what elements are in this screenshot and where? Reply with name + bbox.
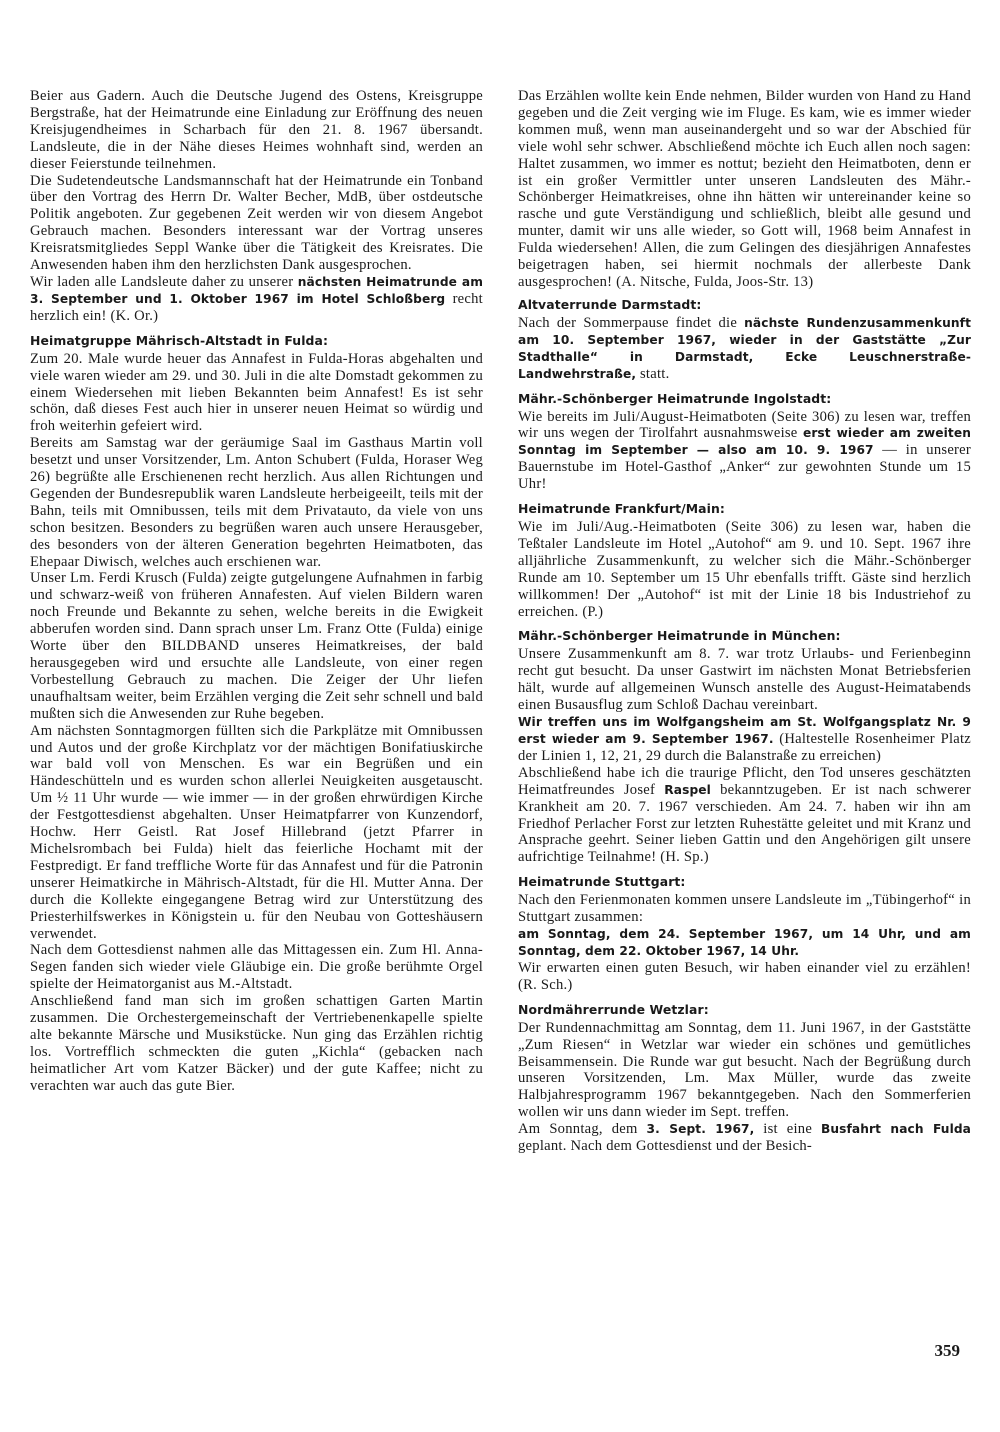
text-segment: statt. [636,365,670,382]
paragraph-sonntagmorgen: Am nächsten Sonntagmorgen füllten sich die Parkplätze mit Omnibussen und Autos und der große Kirchplatz vor der mächtigen Bonifatiuskirche war bald voll von Menschen. Es war ein Begrüßen und ein Händeschütteln und es wurden schon allerlei Neuigkeiten ausgetauscht. Um ½ 11 Uhr wurde — wie immer — in der großen ehrwürdigen Kirche der Festgottesdienst abgehalten. Unser Heimatpfarrer von Kunzendorf, Hochw. Herr Geistl. Rat Josef Hillebrand (jetzt Pfarrer in Michelsrombach bei Fulda) hielt das feierliche Hochamt mit der Festpredigt. Er fand treffliche Worte für das Annafest und für die Patronin unserer Heimatkirche in Mährisch-Altstadt, für die Hl. Mutter Anna. Der durch die Kollekte eingegangene Betrag wird zur Unterstützung des Priesterhilfswerkes in Königstein u. für den Neubau von Gotteshäusern verwendet. [30,722,483,942]
paragraph-muenchen-treffen [518,714,971,765]
text-segment: Wie bereits im Juli/August-Heimatboten (Seite 306) zu lesen war, treffen wir uns wegen der Tirolfahrt ausnahmsweise [518,408,971,442]
heading-altstadt-fulda: Heimatgruppe Mährisch-Altstadt in Fulda: [30,332,329,348]
paragraph-muenchen-nachruf [518,765,971,866]
text-segment: geplant. Nach dem Gottesdienst und der Besich- [518,1138,812,1155]
bold-stuttgart-dates: am Sonntag, dem 24. September 1967, um 14 Uhr, und am Sonntag, dem 22. Oktober 1967, 14 Uhr. [518,927,971,958]
text-segment: Am Sonntag, dem [518,1121,647,1138]
heading-darmstadt: Altvaterrunde Darmstadt: [518,296,702,312]
text-segment: bekanntzugeben. Er ist nach schwerer Krankheit am 20. 7. 1967 verschieden. Am 24. 7. haben wir ihn am Friedhof Perlacher Forst zur letzten Ruhestätte geleitet und mit Kranz und Ansprache geehrt. Seiner lieben Gattin und den Angehörigen gilt unsere aufrichtige Teilnahme! (H. Sp.) [518,781,971,866]
paragraph-tonband: Die Sudetendeutsche Landsmannschaft hat der Heimatrunde ein Tonband über den Vortrag des Herrn Dr. Walter Becher, MdB, über ostdeutsche Politik angeboten. Zur gegebenen Zeit werden wir von diesem Angebot Gebrauch machen. Besonders interessant war der Vortrag unseres Kreisratsmitgliedes Seppl Wanke über die Tätigkeit des Kreisrates. Die Anwesenden haben ihm den herzlichsten Dank ausgesprochen. [30,172,483,274]
bold-meeting-date: nächsten Heimatrunde am 3. September und 1. Oktober 1967 im Hotel Schloßberg [30,274,483,306]
heading-wetzlar: Nordmährerrunde Wetzlar: [518,1001,709,1017]
bold-busfahrt-date: 3. Sept. 1967, [646,1122,755,1137]
text-segment: (Haltestelle Rosenheimer Platz der Linien 1, 12, 21, 29 durch die Balanstraße zu erreichen) [518,731,972,764]
text-segment: Wir laden alle Landsleute daher zu unserer [30,273,298,290]
paragraph-wetzlar-rundennachmittag: Der Rundennachmittag am Sonntag, dem 11. Juni 1967, in der Gaststätte „Zum Riesen“ in Wetzlar war wieder ein schönes und gemütliches Beisammensein. Die Runde war gut besucht. Nach der Begrüßung durch unseren Vorsitzenden, Lm. Max Müller, wurde das zweite Halbjahresprogramm 1967 bekanntgegeben. Nach den Sommerferien wollen wir uns dann wieder im Sept. treffen. [518,1019,971,1121]
heading-stuttgart: Heimatrunde Stuttgart: [518,874,686,890]
text-segment: Nach der Sommerpause findet die [518,314,745,331]
paragraph-wetzlar-busfahrt [518,1121,971,1155]
text-segment: Abschließend habe ich die traurige Pflicht, den Tod unseres geschätzten Heimatfreundes Josef [518,764,971,798]
bold-darmstadt-meeting: nächste Rundenzusammenkunft am 10. September 1967, wieder in der Gaststätte „Zur Stadthalle“ in Darmstadt, Ecke Leuschnerstraße-Landwehrstraße, [518,315,972,381]
text-segment: recht herzlich ein! (K. Or.) [30,290,483,324]
paragraph-stuttgart-intro: Nach den Ferienmonaten kommen unsere Landsleute im „Tübingerhof“ in Stuttgart zusammen: [518,892,971,926]
heading-ingolstadt: Mähr.-Schönberger Heimatrunde Ingolstadt: [518,390,832,406]
text-segment: — in unserer Bauernstube im Hotel-Gasthof „Anker“ zur gewohnten Stunde um 15 Uhr! [518,442,971,493]
paragraph-mittagessen: Nach dem Gottesdienst nahmen alle das Mittagessen ein. Zum Hl. Anna-Segen fanden sich wieder viele Gläubige ein. Die große berühmte Orgel spielte der Heimatorganist aus M.-Altstadt. [30,942,483,993]
paragraph-annafest-intro: Zum 20. Male wurde heuer das Annafest in Fulda-Horas abgehalten und viele waren wieder am 29. und 30. Juli in die alte Domstadt gekommen zu einem Wiedersehen mit lieben Bekannten beim Annafest! Es ist sehr schön, daß dieses Fest auch hier in unserer neuen Heimat so würdig und froh weiterhin gefeiert wird. [30,350,483,435]
left-column [30,88,483,1095]
paragraph-garten-martin: Anschließend fand man sich im großen schattigen Garten Martin zusammen. Die Orchestergemeinschaft der Vertriebenenkapelle spielte alte bekannte Märsche und Musikstücke. Nun ging das Erzählen richtig los. Vortrefflich schmeckten die guten „Kichla“ (gebacken nach heimatlicher Art vom Katzer Bäcker) und der gute Kaffee; nicht zu verachten war auch das gute Bier. [30,993,483,1094]
paragraph-frankfurt: Wie im Juli/Aug.-Heimatboten (Seite 306) zu lesen war, haben die Teßtaler Landsleute im Hotel „Autohof“ am 9. und 10. Sept. 1967 ihre alljährliche Zusammenkunft, zu welcher sich die Mähr.-Schönberger Runde am 10. September um 15 Uhr ebenfalls trifft. Gäste sind herzlich willkommen! Der „Autohof“ ist mit der Linie 18 bis Industriehof zu erreichen. (P.) [518,519,971,620]
text-segment: ist eine [754,1121,821,1138]
paragraph-aufnahmen: Unser Lm. Ferdi Krusch (Fulda) zeigte gutgelungene Aufnahmen in farbig und schwarz-weiß von früheren Annafesten. Auf vielen Bildern waren noch Freunde und Bekannte zu sehen, welche bereits in die Ewigkeit abberufen worden sind. Dann sprach unser Lm. Franz Otte (Fulda) einige Worte über den BILDBAND unseres Heimatkreises, der bald herausgegeben wird und ersuchte alle Landsleute, von einer regen Vorbestellung Gebrauch zu machen. Die Zeiger der Uhr liefen unaufhaltsam weiter, beim Erzählen verging die Zeit sehr schnell und bald mußten sich die Anwesenden zur Ruhe begeben. [30,570,483,722]
paragraph-darmstadt [518,315,971,383]
page-number: 359 [934,1341,960,1360]
paragraph-heimatrunde-einladung [30,274,483,325]
paragraph-muenchen-zusammenkunft: Unsere Zusammenkunft am 8. 7. war trotz Urlaubs- und Ferienbeginn recht gut besucht. Da unser Gastwirt im nächsten Monat Betriebsferien hält, wurde auf allgemeinen Wunsch anstelle des August-Heimatabends einen Busausflug zum Schloß Dachau vereinbart. [518,646,971,714]
paragraph-stuttgart-besuch: Wir erwarten einen guten Besuch, wir haben einander viel zu erzählen! (R. Sch.) [518,959,971,993]
newsletter-page [30,88,975,1388]
bold-name-raspel: Raspel [664,782,711,797]
paragraph-samstag: Bereits am Samstag war der geräumige Saal im Gasthaus Martin voll besetzt und unser Vorsitzender, Lm. Anton Schubert (Fulda, Horaser Weg 26) begrüßte alle Erschienenen recht herzlich. Aus allen Richtungen und Gegenden der Bundesrepublik waren Landsleute herbeigeeilt, teils mit der Bahn, teils mit Omnibussen, teils mit dem Privatauto, da viele von uns schon besitzen. Besonders zu begrüßen waren auch unsere Herausgeber, des besonders von der älteren Generation begehrten Heimatboten, das Ehepaar Diwisch, welches auch erschienen war. [30,435,483,570]
bold-wolfgangsheim: Wir treffen uns im Wolfgangsheim am St. Wolfgangsplatz Nr. 9 erst wieder am 9. September 1967. [518,715,971,746]
bold-ingolstadt-date: erst wieder am zweiten Sonntag im September — also am 10. 9. 1967 [518,426,971,458]
heading-frankfurt: Heimatrunde Frankfurt/Main: [518,501,725,517]
bold-busfahrt-fulda: Busfahrt nach Fulda [820,1122,972,1137]
paragraph-jugend-einladung: Beier aus Gadern. Auch die Deutsche Jugend des Ostens, Kreisgruppe Bergstraße, hat der Heimatrunde eine Einladung zur Eröffnung des neuen Kreisjugendheimes in Scharbach für den 21. 8. 1967 übersandt. Landsleute, die in der Nähe dieses Heimes wohnhaft sind, werden an dieser Feierstunde teilnehmen. [30,88,483,172]
right-column [518,88,971,1155]
paragraph-abschied: Das Erzählen wollte kein Ende nehmen, Bilder wurden von Hand zu Hand gegeben und die Zeit verging wie im Fluge. Es kam, wie es immer wieder kommen muß, wenn man auseinandergeht und so war der Abschied für viele wohl sehr schwer. Abschließend möchte ich Euch allen noch sagen: Haltet zusammen, wo immer es nottut; bezieht den Heimatboten, denn er ist ein großer Vermittler unter unseren Landsleuten des Mähr.-Schönberger Heimatkreises, ohne ihn hätten wir untereinander keine so rasche und gute Verständigung und schließlich, bleibt alle gesund und munter, damit wir uns alle wieder, so Gott will, 1968 beim Annafest in Fulda wiedersehen! Allen, die zum Gelingen des diesjährigen Annafestes beigetragen haben, sei hiermit nochmals der allerbeste Dank ausgesprochen! (A. Nitsche, Fulda, Joos-Str. 13) [518,88,971,290]
heading-muenchen: Mähr.-Schönberger Heimatrunde in München: [518,628,841,644]
paragraph-ingolstadt [518,409,971,494]
